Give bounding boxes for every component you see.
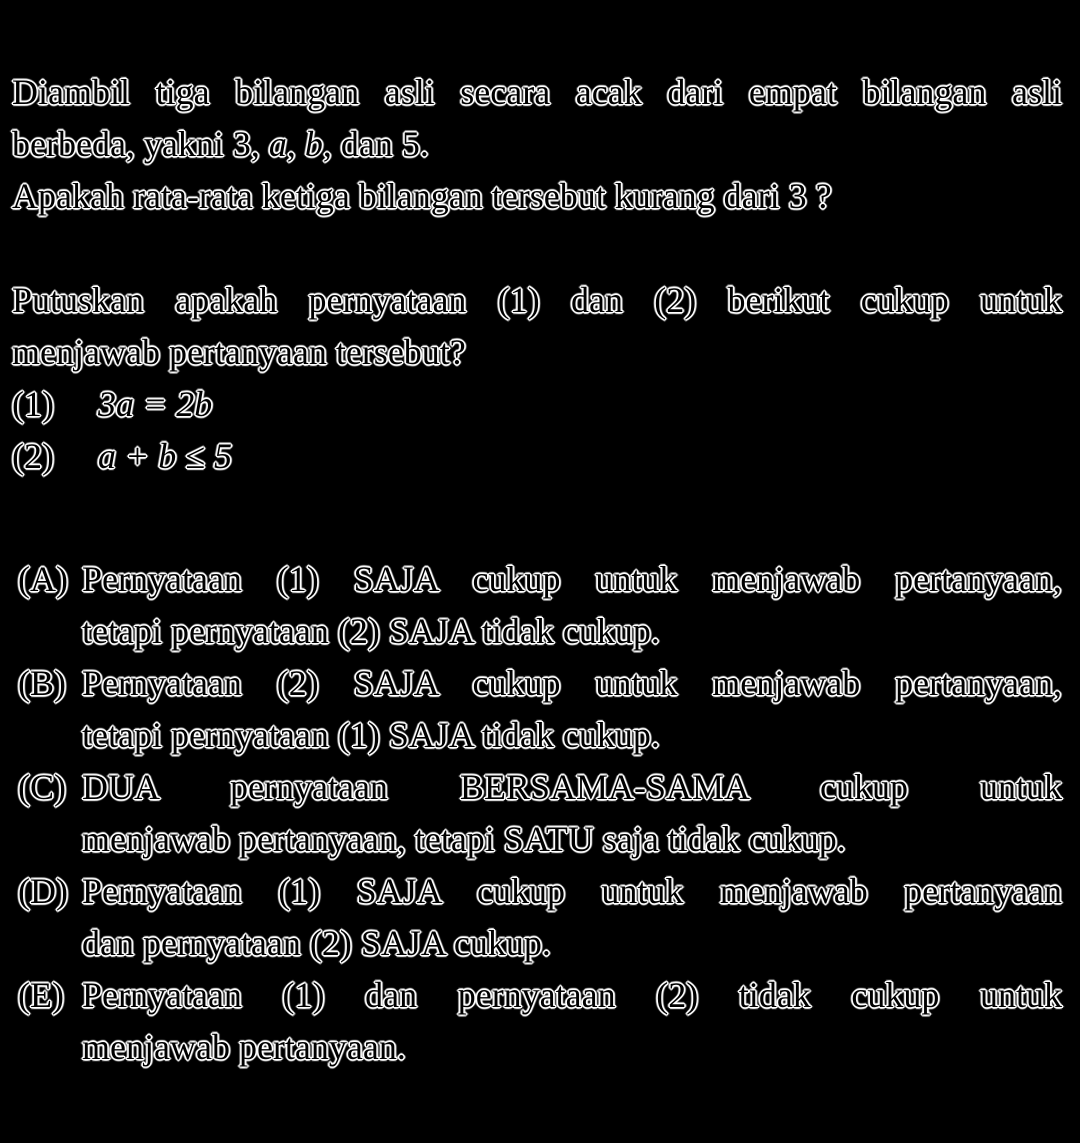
question-line-2-prefix: berbeda, yakni 3, bbox=[12, 124, 269, 164]
option-text bbox=[82, 969, 1062, 1073]
option-b[interactable] bbox=[18, 657, 1062, 761]
variable-a: a bbox=[268, 124, 287, 164]
option-line-1: Pernyataan (1) SAJA cukup untuk menjawab pertanyaan, bbox=[82, 559, 1062, 599]
option-label: (C) bbox=[18, 767, 66, 807]
question-line-3: Apakah rata-rata ketiga bilangan tersebut kurang dari 3 ? bbox=[12, 176, 832, 216]
option-label: (A) bbox=[18, 559, 68, 599]
option-label: (D) bbox=[18, 871, 68, 911]
instruction-line-1: Putuskan apakah pernyataan (1) dan (2) berikut cukup untuk bbox=[12, 280, 1062, 320]
question-text bbox=[12, 66, 1062, 222]
option-line-2: tetapi pernyataan (2) SAJA tidak cukup. bbox=[82, 611, 660, 651]
option-a[interactable] bbox=[18, 553, 1062, 657]
answer-options bbox=[18, 553, 1062, 1073]
question-line-2 bbox=[12, 118, 1062, 170]
statement-2 bbox=[12, 430, 1062, 482]
variable-b: b bbox=[304, 124, 323, 164]
option-d[interactable] bbox=[18, 865, 1062, 969]
option-label: (B) bbox=[18, 663, 66, 703]
option-text bbox=[82, 553, 1062, 657]
question-block bbox=[12, 66, 1062, 482]
statement-expression: a + b ≤ 5 bbox=[98, 436, 233, 476]
option-text bbox=[82, 865, 1062, 969]
option-e[interactable] bbox=[18, 969, 1062, 1073]
statement-expression: 3a = 2b bbox=[98, 384, 213, 424]
instruction-line-2: menjawab pertanyaan tersebut? bbox=[12, 332, 466, 372]
option-label: (E) bbox=[18, 975, 64, 1015]
option-line-2: tetapi pernyataan (1) SAJA tidak cukup. bbox=[82, 715, 660, 755]
question-line-2-suffix: , dan 5. bbox=[322, 124, 429, 164]
option-line-1: Pernyataan (1) dan pernyataan (2) tidak cukup untuk bbox=[82, 975, 1062, 1015]
question-line-2-sep: , bbox=[286, 124, 305, 164]
option-line-2: menjawab pertanyaan. bbox=[82, 1027, 406, 1067]
spacer bbox=[12, 222, 1062, 274]
question-line-1: Diambil tiga bilangan asli secara acak dari empat bilangan asli bbox=[12, 72, 1062, 112]
option-line-1: Pernyataan (1) SAJA cukup untuk menjawab pertanyaan bbox=[82, 871, 1062, 911]
statement-1 bbox=[12, 378, 1062, 430]
statement-number: (2) bbox=[12, 436, 54, 476]
option-line-2: dan pernyataan (2) SAJA cukup. bbox=[82, 923, 551, 963]
option-text bbox=[82, 657, 1062, 761]
option-line-2: menjawab pertanyaan, tetapi SATU saja tidak cukup. bbox=[82, 819, 846, 859]
option-line-1: DUA pernyataan BERSAMA-SAMA cukup untuk bbox=[82, 767, 1062, 807]
option-line-1: Pernyataan (2) SAJA cukup untuk menjawab pertanyaan, bbox=[82, 663, 1062, 703]
statement-number: (1) bbox=[12, 384, 54, 424]
option-text bbox=[82, 761, 1062, 865]
instruction-text bbox=[12, 274, 1062, 378]
option-c[interactable] bbox=[18, 761, 1062, 865]
